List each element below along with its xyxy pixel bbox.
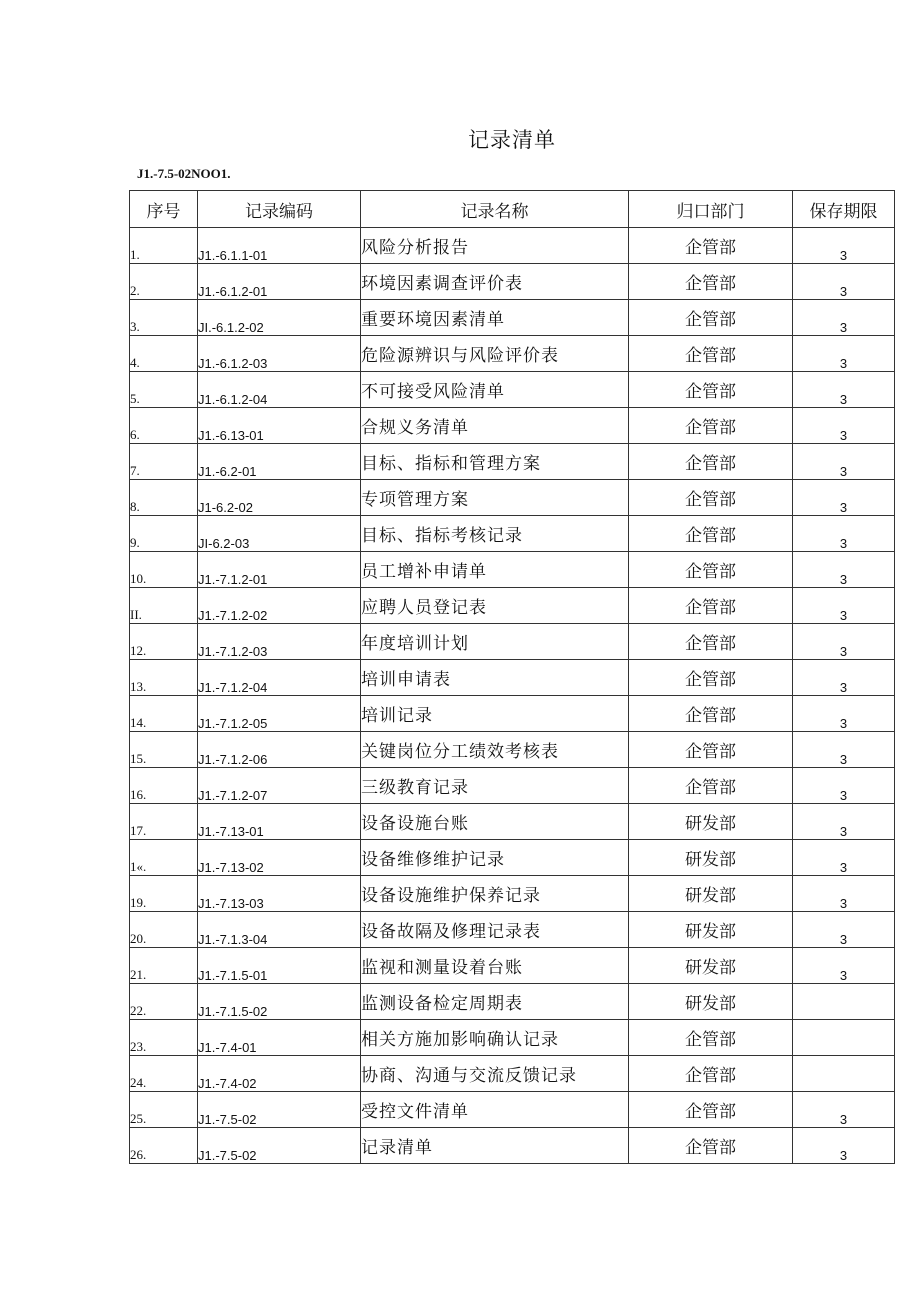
retention-period: 3 xyxy=(793,372,895,408)
record-name: 受控文件清单 xyxy=(361,1092,629,1128)
department: 研发部 xyxy=(629,804,793,840)
row-number: 15. xyxy=(130,732,198,768)
record-code: JI-6.2-03 xyxy=(198,516,361,552)
record-name: 设备设施台账 xyxy=(361,804,629,840)
record-code: J1.-7.13-02 xyxy=(198,840,361,876)
department: 企管部 xyxy=(629,480,793,516)
record-name: 年度培训计划 xyxy=(361,624,629,660)
table-row xyxy=(130,1092,895,1128)
row-number: 10. xyxy=(130,552,198,588)
retention-period: 3 xyxy=(793,408,895,444)
table-row xyxy=(130,1128,895,1164)
department: 企管部 xyxy=(629,228,793,264)
record-code: J1.-6.1.1-01 xyxy=(198,228,361,264)
record-name: 相关方施加影响确认记录 xyxy=(361,1020,629,1056)
department: 企管部 xyxy=(629,768,793,804)
table-row xyxy=(130,804,895,840)
retention-period xyxy=(793,1020,895,1056)
record-code: J1-6.2-02 xyxy=(198,480,361,516)
record-code: J1.-6.1.2-01 xyxy=(198,264,361,300)
header-code: 记录编码 xyxy=(198,191,361,228)
retention-period: 3 xyxy=(793,840,895,876)
table-row xyxy=(130,732,895,768)
retention-period: 3 xyxy=(793,300,895,336)
row-number: 23. xyxy=(130,1020,198,1056)
department: 企管部 xyxy=(629,336,793,372)
retention-period: 3 xyxy=(793,1128,895,1164)
record-name: 关键岗位分工绩效考核表 xyxy=(361,732,629,768)
retention-period: 3 xyxy=(793,768,895,804)
retention-period: 3 xyxy=(793,876,895,912)
row-number: 6. xyxy=(130,408,198,444)
table-row xyxy=(130,696,895,732)
retention-period: 3 xyxy=(793,444,895,480)
record-name: 监测设备检定周期表 xyxy=(361,984,629,1020)
record-code: J1.-7.1.5-01 xyxy=(198,948,361,984)
record-code: J1.-7.13-03 xyxy=(198,876,361,912)
table-row xyxy=(130,984,895,1020)
department: 企管部 xyxy=(629,264,793,300)
table-row xyxy=(130,264,895,300)
department: 企管部 xyxy=(629,516,793,552)
table-row xyxy=(130,1056,895,1092)
row-number: 8. xyxy=(130,480,198,516)
row-number: 5. xyxy=(130,372,198,408)
record-code: J1.-7.1.5-02 xyxy=(198,984,361,1020)
table-row xyxy=(130,300,895,336)
department: 研发部 xyxy=(629,840,793,876)
department: 企管部 xyxy=(629,372,793,408)
table-row xyxy=(130,372,895,408)
table-row xyxy=(130,1020,895,1056)
record-code: J1.-7.1.3-04 xyxy=(198,912,361,948)
retention-period: 3 xyxy=(793,1092,895,1128)
record-code: J1.-7.5-02 xyxy=(198,1128,361,1164)
department: 企管部 xyxy=(629,300,793,336)
record-name: 设备故隔及修理记录表 xyxy=(361,912,629,948)
record-code: J1.-7.1.2-07 xyxy=(198,768,361,804)
department: 研发部 xyxy=(629,876,793,912)
record-name: 危险源辨识与风险评价表 xyxy=(361,336,629,372)
document-code: J1.-7.5-02NOO1. xyxy=(137,166,231,181)
department: 企管部 xyxy=(629,660,793,696)
row-number: 3. xyxy=(130,300,198,336)
row-number: 1«. xyxy=(130,840,198,876)
record-name: 培训记录 xyxy=(361,696,629,732)
row-number: 21. xyxy=(130,948,198,984)
table-row xyxy=(130,228,895,264)
table-row xyxy=(130,660,895,696)
table-row xyxy=(130,840,895,876)
record-name: 设备设施维护保养记录 xyxy=(361,876,629,912)
row-number: 25. xyxy=(130,1092,198,1128)
record-code: J1.-7.4-02 xyxy=(198,1056,361,1092)
department: 企管部 xyxy=(629,1128,793,1164)
record-name: 培训申请表 xyxy=(361,660,629,696)
retention-period: 3 xyxy=(793,264,895,300)
table-row xyxy=(130,552,895,588)
record-name: 协商、沟通与交流反馈记录 xyxy=(361,1056,629,1092)
retention-period: 3 xyxy=(793,732,895,768)
table-row xyxy=(130,588,895,624)
record-name: 合规义务清单 xyxy=(361,408,629,444)
retention-period xyxy=(793,1056,895,1092)
record-name: 风险分析报告 xyxy=(361,228,629,264)
record-name: 目标、指标考核记录 xyxy=(361,516,629,552)
department: 企管部 xyxy=(629,1020,793,1056)
record-code: J1.-7.1.2-04 xyxy=(198,660,361,696)
record-name: 专项管理方案 xyxy=(361,480,629,516)
record-code: J1.-7.5-02 xyxy=(198,1092,361,1128)
record-code: J1.-6.1.2-04 xyxy=(198,372,361,408)
department: 企管部 xyxy=(629,444,793,480)
row-number: 14. xyxy=(130,696,198,732)
document-title: 记录清单 xyxy=(468,128,556,152)
table-row xyxy=(130,480,895,516)
record-name: 目标、指标和管理方案 xyxy=(361,444,629,480)
row-number: 19. xyxy=(130,876,198,912)
record-name: 环境因素调查评价表 xyxy=(361,264,629,300)
table-row xyxy=(130,336,895,372)
row-number: 1. xyxy=(130,228,198,264)
table-row xyxy=(130,444,895,480)
record-code: J1.-6.1.2-03 xyxy=(198,336,361,372)
retention-period: 3 xyxy=(793,588,895,624)
record-code: J1.-7.13-01 xyxy=(198,804,361,840)
retention-period: 3 xyxy=(793,336,895,372)
record-code: J1.-7.1.2-01 xyxy=(198,552,361,588)
record-code: J1.-7.4-01 xyxy=(198,1020,361,1056)
header-no: 序号 xyxy=(130,191,198,228)
table-row xyxy=(130,516,895,552)
record-name: 应聘人员登记表 xyxy=(361,588,629,624)
header-dept: 归口部门 xyxy=(629,191,793,228)
record-code: JI.-6.1.2-02 xyxy=(198,300,361,336)
table-row xyxy=(130,876,895,912)
retention-period: 3 xyxy=(793,660,895,696)
table-row xyxy=(130,948,895,984)
record-code: J1.-6.13-01 xyxy=(198,408,361,444)
department: 企管部 xyxy=(629,408,793,444)
row-number: 24. xyxy=(130,1056,198,1092)
row-number: 12. xyxy=(130,624,198,660)
records-table xyxy=(129,190,895,1164)
row-number: 20. xyxy=(130,912,198,948)
retention-period: 3 xyxy=(793,804,895,840)
table-row xyxy=(130,912,895,948)
retention-period: 3 xyxy=(793,480,895,516)
table-header-row xyxy=(130,191,895,228)
row-number: 2. xyxy=(130,264,198,300)
record-code: J1.-6.2-01 xyxy=(198,444,361,480)
department: 企管部 xyxy=(629,1092,793,1128)
retention-period: 3 xyxy=(793,912,895,948)
table-row xyxy=(130,768,895,804)
department: 企管部 xyxy=(629,1056,793,1092)
record-name: 记录清单 xyxy=(361,1128,629,1164)
department: 企管部 xyxy=(629,696,793,732)
department: 研发部 xyxy=(629,984,793,1020)
record-code: J1.-7.1.2-06 xyxy=(198,732,361,768)
department: 研发部 xyxy=(629,948,793,984)
row-number: 13. xyxy=(130,660,198,696)
department: 企管部 xyxy=(629,588,793,624)
record-name: 不可接受风险清单 xyxy=(361,372,629,408)
retention-period: 3 xyxy=(793,948,895,984)
row-number: 17. xyxy=(130,804,198,840)
row-number: 16. xyxy=(130,768,198,804)
record-code: J1.-7.1.2-02 xyxy=(198,588,361,624)
record-name: 设备维修维护记录 xyxy=(361,840,629,876)
department: 企管部 xyxy=(629,552,793,588)
row-number: II. xyxy=(130,588,198,624)
row-number: 26. xyxy=(130,1128,198,1164)
department: 研发部 xyxy=(629,912,793,948)
retention-period: 3 xyxy=(793,516,895,552)
retention-period xyxy=(793,984,895,1020)
header-name: 记录名称 xyxy=(361,191,629,228)
table-row xyxy=(130,408,895,444)
row-number: 4. xyxy=(130,336,198,372)
table-row xyxy=(130,624,895,660)
row-number: 9. xyxy=(130,516,198,552)
record-name: 监视和测量设着台账 xyxy=(361,948,629,984)
record-name: 三级教育记录 xyxy=(361,768,629,804)
record-code: J1.-7.1.2-03 xyxy=(198,624,361,660)
retention-period: 3 xyxy=(793,552,895,588)
row-number: 22. xyxy=(130,984,198,1020)
record-name: 重要环境因素清单 xyxy=(361,300,629,336)
record-code: J1.-7.1.2-05 xyxy=(198,696,361,732)
retention-period: 3 xyxy=(793,696,895,732)
retention-period: 3 xyxy=(793,228,895,264)
record-name: 员工增补申请单 xyxy=(361,552,629,588)
retention-period: 3 xyxy=(793,624,895,660)
department: 企管部 xyxy=(629,624,793,660)
row-number: 7. xyxy=(130,444,198,480)
department: 企管部 xyxy=(629,732,793,768)
header-keep: 保存期限 xyxy=(793,191,895,228)
